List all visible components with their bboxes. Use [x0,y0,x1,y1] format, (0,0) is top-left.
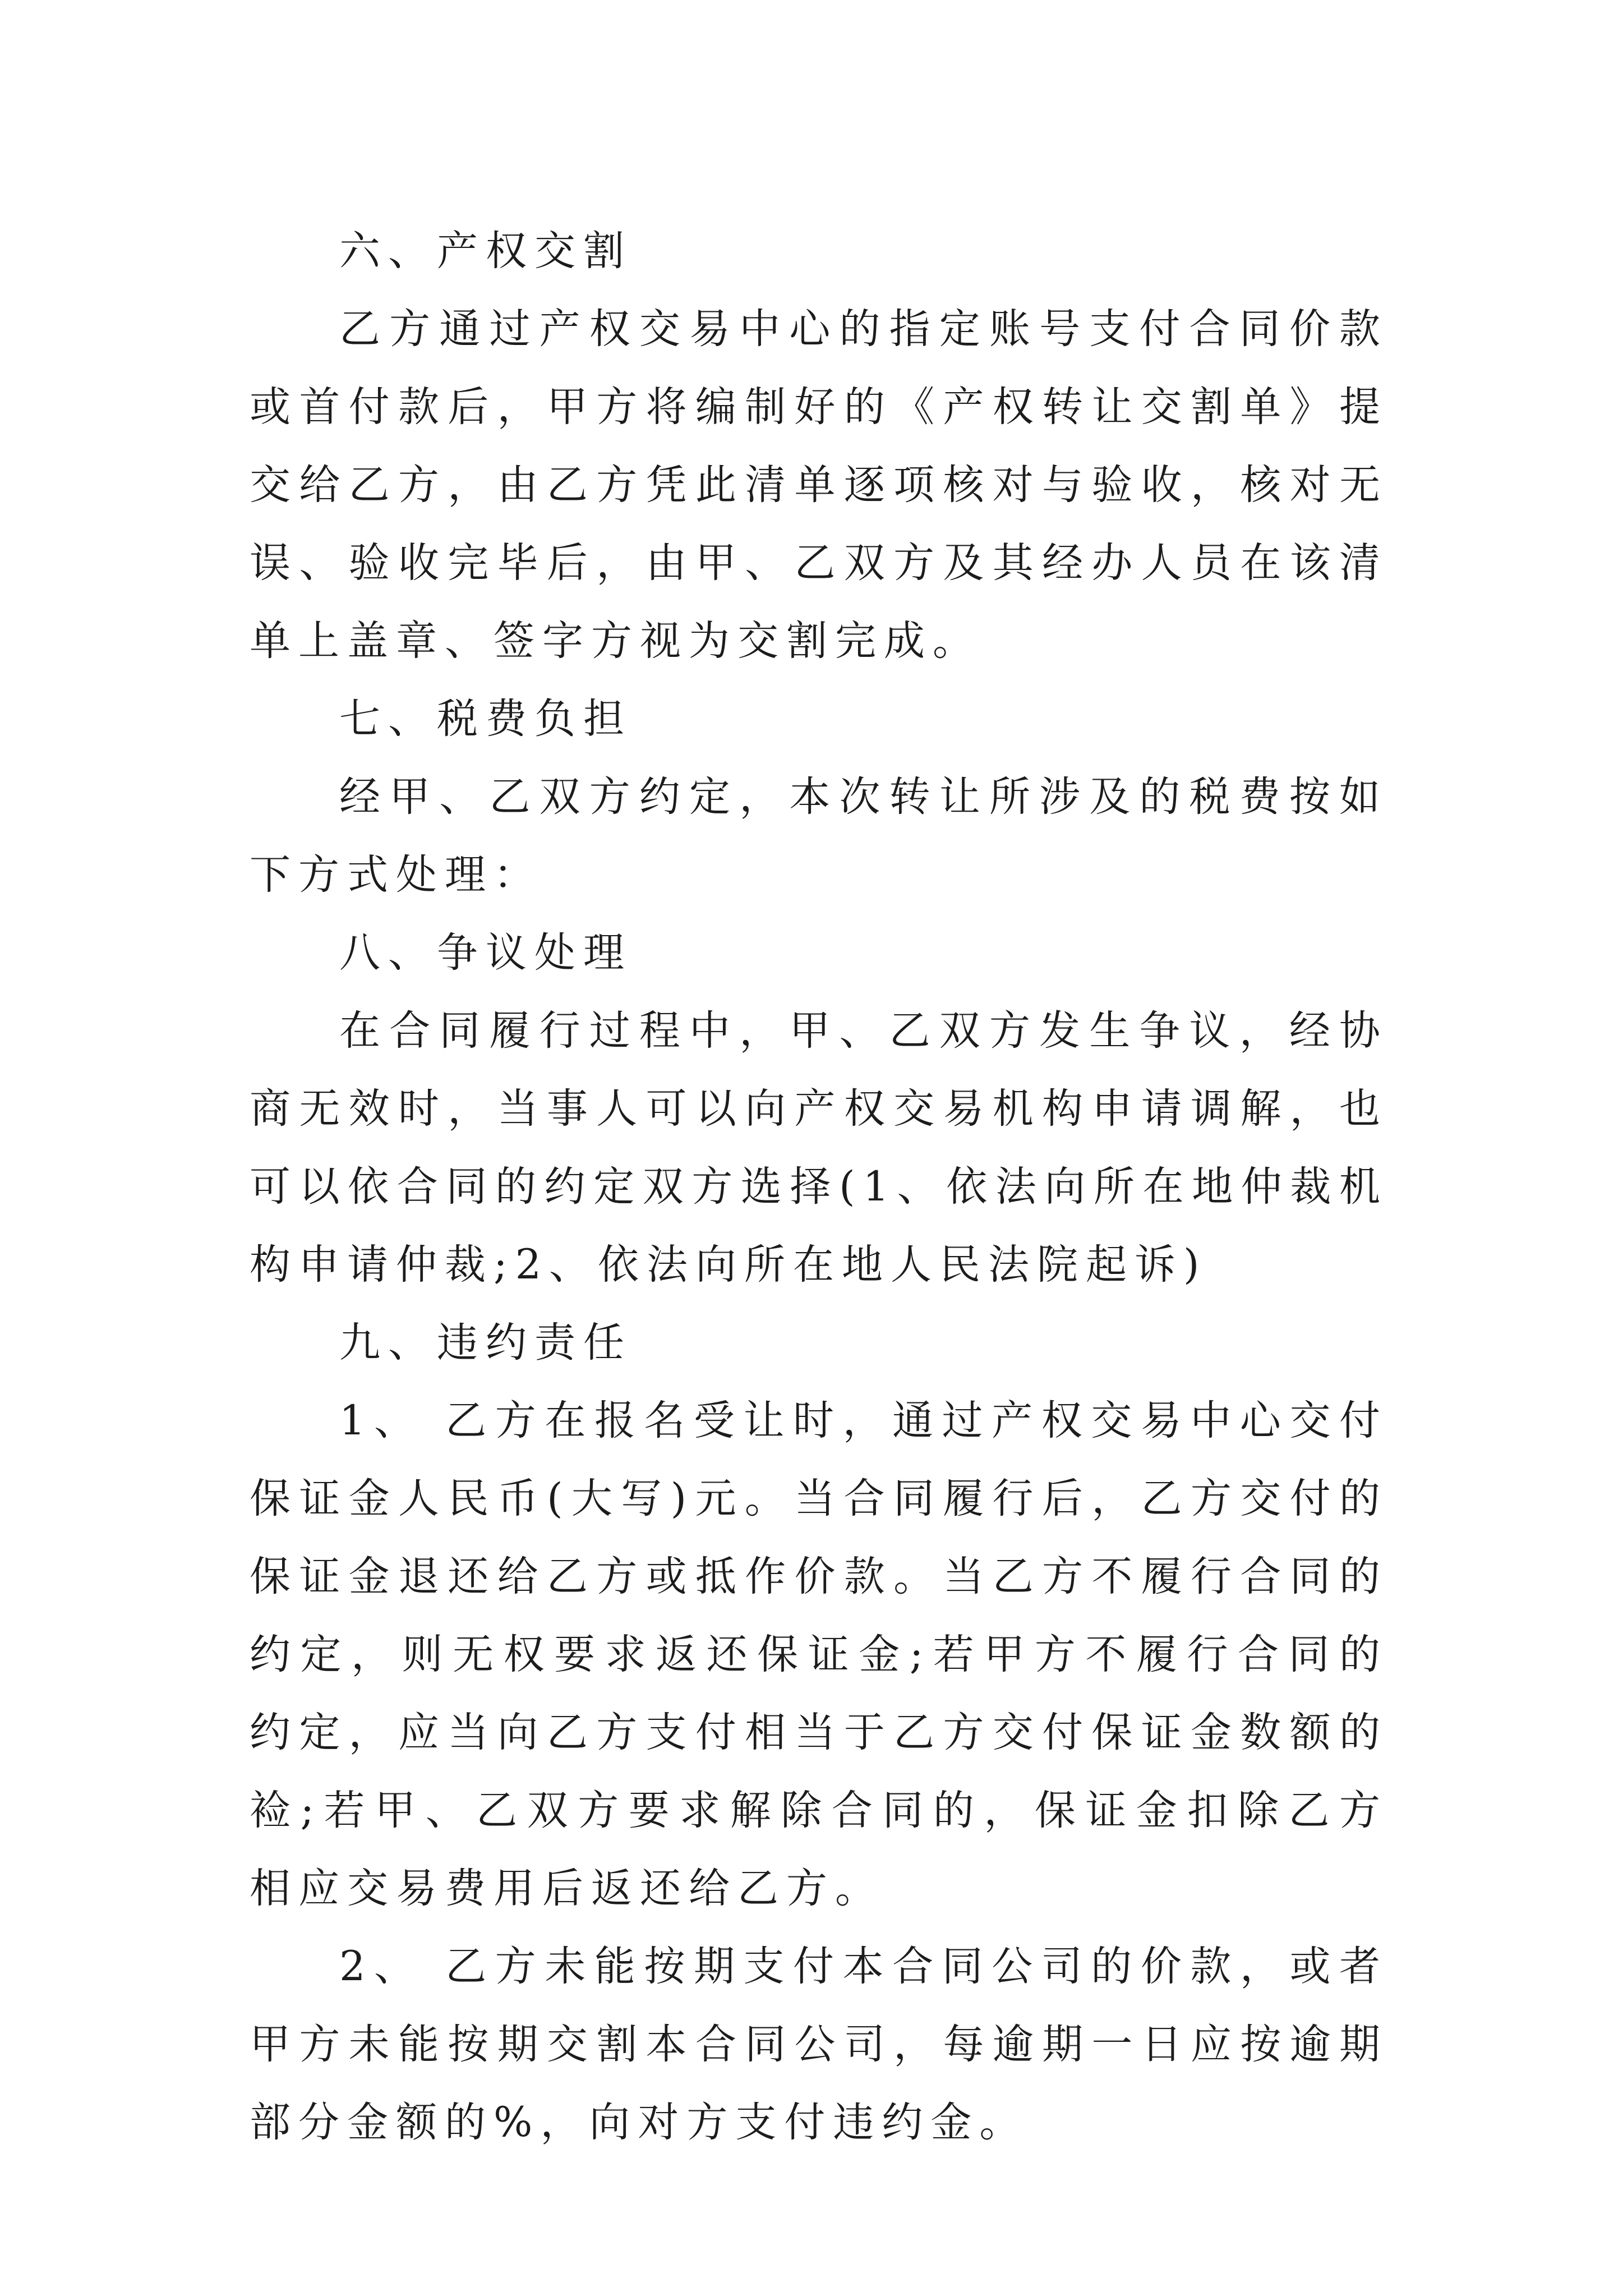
paragraph-taxes: 经甲、乙双方约定，本次转让所涉及的税费按如下方式处理： [250,773,1388,899]
paragraph-handover: 乙方通过产权交易中心的指定账号支付合同价款或首付款后，甲方将编制好的《产权转让交割单》提交给乙方，由乙方凭此清单逐项核对与验收，核对无误、验收完毕后，由甲、乙双方及其经办人员在该清单上盖章、签字方视为交割完成。 [250,305,1388,665]
document-body [250,212,1388,2161]
section-heading-taxes: 七、税费负担 [339,695,632,743]
paragraph-disputes: 在合同履行过程中，甲、乙双方发生争议，经协商无效时，当事人可以向产权交易机构申请调解，也可以依合同的约定双方选择(1、依法向所在地仲裁机构申请仲裁;2、依法向所在地人民法院起诉) [250,1007,1388,1289]
section-heading-liability: 九、违约责任 [339,1319,632,1366]
section-heading-disputes: 八、争议处理 [339,929,632,977]
section-heading-handover: 六、产权交割 [339,227,632,275]
paragraph-liability-deposit: 1、 乙方在报名受让时，通过产权交易中心交付保证金人民币(大写)元。当合同履行后，乙方交付的保证金退还给乙方或抵作价款。当乙方不履行合同的约定，则无权要求返还保证金;若甲方不履行合同的约定，应当向乙方支付相当于乙方交付保证金数额的裣;若甲、乙双方要求解除合同的，保证金扣除乙方相应交易费用后返还给乙方。 [250,1397,1388,1912]
paragraph-liability-late-payment: 2、 乙方未能按期支付本合同公司的价款，或者甲方未能按期交割本合同公司，每逾期一日应按逾期部分金额的%，向对方支付违约金。 [250,1943,1388,2146]
